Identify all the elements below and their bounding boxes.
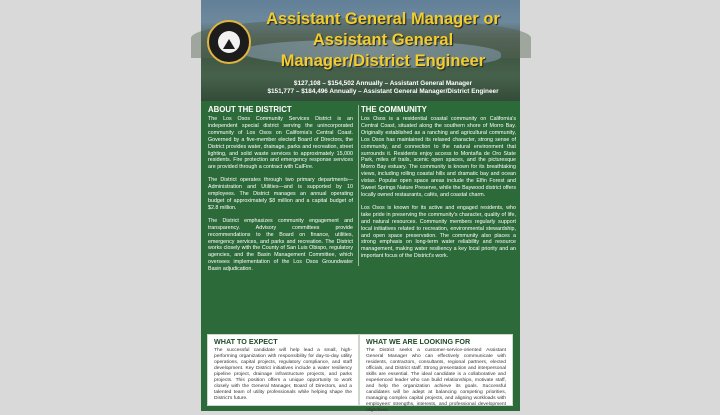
box-heading: WHAT WE ARE LOOKING FOR: [366, 337, 471, 346]
section-heading: ABOUT THE DISTRICT: [208, 105, 292, 114]
hero-banner: [201, 0, 520, 101]
paragraph: The District operates through two primary departments—Administration and Utilities—and is supported by 10 employees. The District manages an annual operating budget of approximately $8 million and a capital budget of $2.8 million.: [208, 177, 353, 211]
salary-line: $151,777 – $184,496 Annually – Assistant General Manager/District Engineer: [267, 87, 499, 95]
district-seal-logo: [207, 20, 251, 64]
job-flyer: [201, 0, 520, 414]
what-to-expect-box: [207, 334, 359, 406]
box-heading: WHAT TO EXPECT: [214, 337, 278, 346]
salary-ranges: [249, 80, 517, 95]
paragraph: Los Osos is a residential coastal community on California's Central Coast, situated along the southern shore of Morro Bay. Originally established as a ranching and agricultural community, Los Osos has maintained its relaxed character, strong sense of community, and connection to the natural environment that surrounds it. Residents enjoy access to Montaña de Oro State Park, miles of trails, scenic open spaces, and the picturesque Morro Bay estuary. The community is known for its breathtaking views, including rolling coastal hills and dramatic bay and ocean vistas. Popular open space areas include the Elfin Forest and Sweet Springs Nature Preserve, while the Baywood district offers locally owned restaurants, cafés, and coastal charm.: [361, 116, 516, 198]
job-title: Assistant General Manager or Assistant General Manager/District Engineer: [266, 10, 500, 70]
section-heading: THE COMMUNITY: [361, 105, 427, 114]
what-we-look-for-box: [359, 334, 513, 414]
about-district-section: [208, 105, 353, 279]
salary-line: $127,108 – $154,502 Annually – Assistant General Manager: [293, 80, 473, 87]
paragraph: Los Osos is known for its active and engaged residents, who take pride in preserving the community's character, quality of life, and natural resources. Community members regularly support local initiatives related to recreation, environmental stewardship, and open space preservation. The community also places a strong emphasis on long-term water reliability and resource management, making water resiliency a key local priority and an important focus of the District's work.: [361, 204, 516, 260]
paragraph: The District emphasizes community engagement and transparency. Advisory committees provide recommendations to the Board on finance, utilities, emergency services, and parks and recreation. The District works closely with the County of San Luis Obispo, regulatory agencies, and the Basin Management Committee, which oversees implementation of the Los Osos Groundwater Basin adjudication.: [208, 217, 353, 273]
paragraph: The Los Osos Community Services District is an independent special district serving the unincorporated community of Los Osos on California's Central Coast. Governed by a five-member elected Board of Directors, the District provides water, drainage, parks and recreation, street lighting, and solid waste services to approximately 15,000 residents. Fire protection and emergency response services are provided through a contract with CalFire.: [208, 116, 353, 171]
community-section: [358, 105, 516, 266]
box-text: The District seeks a customer-service-oriented Assistant General Manager who can effectively communicate with residents, contractors, consultants, regional partners, elected officials, and District staff. Strong presentation and interpersonal skills are essential. The ideal candidate is a collaborative and experienced leader who can build relationships, motivate staff, and help the organization achieve its goals. Successful candidates will be adept at balancing competing priorities, managing complex capital projects, and aligning workloads with employees' strengths, interests, and professional development objectives.: [366, 347, 506, 414]
box-text: The successful candidate will help lead a small, high-performing organization with responsibility for day-to-day utility operations, capital projects, regulatory compliance, and staff development. Key District initiatives include a water resiliency pipeline project, drainage infrastructure projects, and parks projects. This position offers a unique opportunity to work closely with the General Manager, Board of Directors, and a talented team of utility professionals while helping shape the District's future.: [214, 347, 352, 402]
